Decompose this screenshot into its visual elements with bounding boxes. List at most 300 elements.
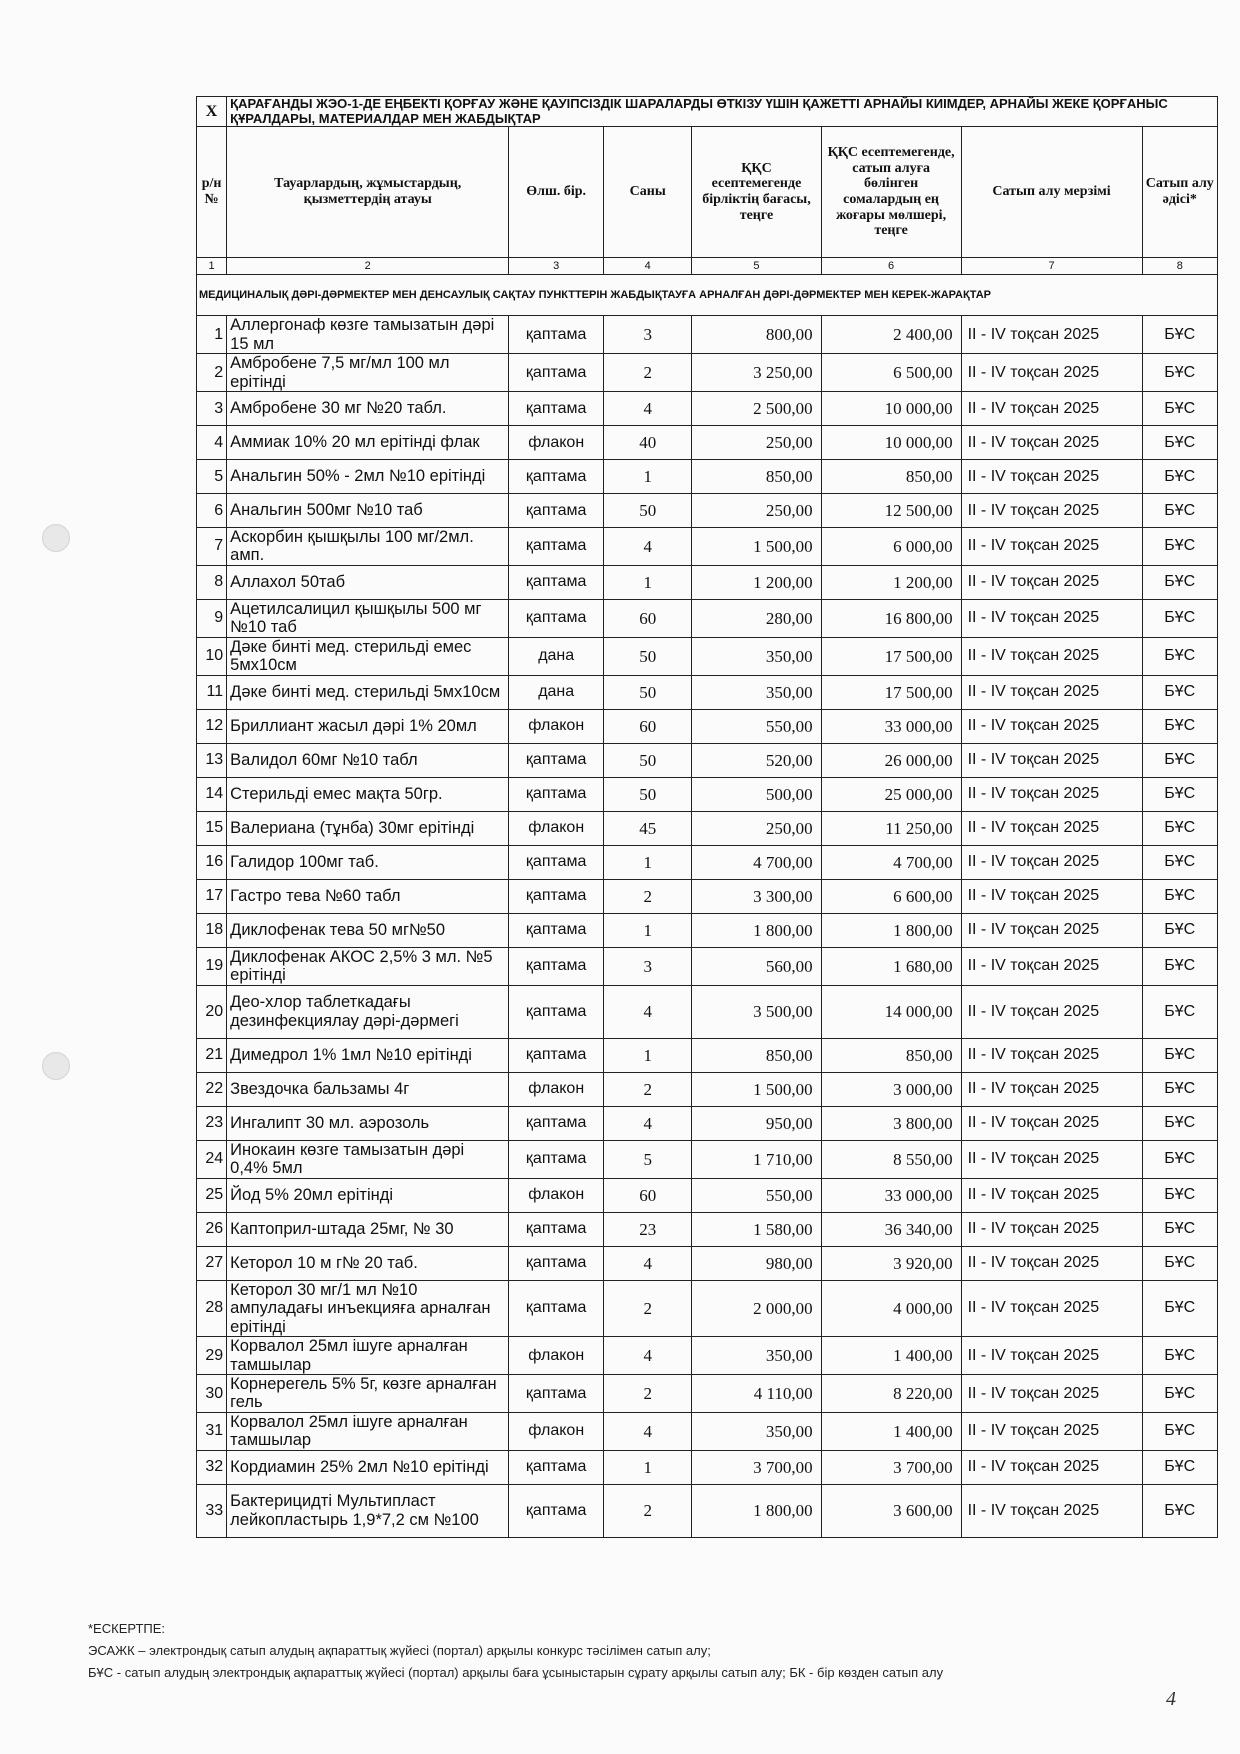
table-row (197, 1484, 1218, 1537)
procurement-period: II - IV тоқсан 2025 (961, 316, 1142, 354)
unit-of-measure: қаптама (509, 354, 604, 392)
procurement-method: БҰС (1142, 1484, 1217, 1537)
column-number: 7 (961, 258, 1142, 275)
procurement-period: II - IV тоқсан 2025 (961, 1280, 1142, 1336)
quantity: 2 (604, 1280, 692, 1336)
quantity: 1 (604, 845, 692, 879)
unit-of-measure: қаптама (509, 1484, 604, 1537)
total-sum: 3 920,00 (821, 1246, 961, 1280)
quantity: 2 (604, 1375, 692, 1413)
quantity: 2 (604, 1072, 692, 1106)
quantity: 2 (604, 354, 692, 392)
procurement-period: II - IV тоқсан 2025 (961, 459, 1142, 493)
procurement-method: БҰС (1142, 985, 1217, 1038)
procurement-period: II - IV тоқсан 2025 (961, 811, 1142, 845)
item-name: Аммиак 10% 20 мл ерітінді флак (227, 425, 509, 459)
item-name: Кордиамин 25% 2мл №10 ерітінді (227, 1450, 509, 1484)
procurement-method: БҰС (1142, 1038, 1217, 1072)
procurement-period: II - IV тоқсан 2025 (961, 879, 1142, 913)
procurement-method: БҰС (1142, 1280, 1217, 1336)
procurement-method: БҰС (1142, 913, 1217, 947)
total-sum: 3 600,00 (821, 1484, 961, 1537)
row-number: 30 (197, 1375, 227, 1413)
procurement-period: II - IV тоқсан 2025 (961, 565, 1142, 599)
row-number: 19 (197, 947, 227, 985)
unit-of-measure: қаптама (509, 845, 604, 879)
column-number: 5 (692, 258, 821, 275)
row-number: 14 (197, 777, 227, 811)
unit-of-measure: қаптама (509, 459, 604, 493)
item-name: Валидол 60мг №10 табл (227, 743, 509, 777)
page-number: 4 (1166, 1688, 1176, 1710)
item-name: Корвалол 25мл ішуге арналған тамшылар (227, 1412, 509, 1450)
item-name: Звездочка бальзамы 4г (227, 1072, 509, 1106)
table-row (197, 709, 1218, 743)
item-name: Димедрол 1% 1мл №10 ерітінді (227, 1038, 509, 1072)
procurement-method: БҰС (1142, 565, 1217, 599)
total-sum: 25 000,00 (821, 777, 961, 811)
quantity: 4 (604, 391, 692, 425)
unit-of-measure: қаптама (509, 1246, 604, 1280)
unit-price: 3 300,00 (692, 879, 821, 913)
unit-of-measure: қаптама (509, 493, 604, 527)
row-number: 8 (197, 565, 227, 599)
procurement-period: II - IV тоқсан 2025 (961, 1375, 1142, 1413)
unit-price: 1 500,00 (692, 1072, 821, 1106)
procurement-period: II - IV тоқсан 2025 (961, 1072, 1142, 1106)
table-row (197, 1450, 1218, 1484)
table-row (197, 1212, 1218, 1246)
row-number: 28 (197, 1280, 227, 1336)
total-sum: 6 600,00 (821, 879, 961, 913)
row-number: 11 (197, 675, 227, 709)
procurement-method: БҰС (1142, 743, 1217, 777)
procurement-period: II - IV тоқсан 2025 (961, 845, 1142, 879)
procurement-method: БҰС (1142, 1072, 1217, 1106)
unit-of-measure: қаптама (509, 985, 604, 1038)
total-sum: 1 400,00 (821, 1337, 961, 1375)
unit-price: 800,00 (692, 316, 821, 354)
row-number: 24 (197, 1140, 227, 1178)
unit-price: 1 500,00 (692, 527, 821, 565)
table-row (197, 1412, 1218, 1450)
procurement-method: БҰС (1142, 459, 1217, 493)
unit-of-measure: қаптама (509, 879, 604, 913)
header-unit: Өлш. бір. (509, 127, 604, 258)
quantity: 4 (604, 985, 692, 1038)
procurement-period: II - IV тоқсан 2025 (961, 985, 1142, 1038)
unit-price: 980,00 (692, 1246, 821, 1280)
unit-price: 250,00 (692, 425, 821, 459)
header-period: Сатып алу мерзімі (961, 127, 1142, 258)
procurement-method: БҰС (1142, 947, 1217, 985)
procurement-method: БҰС (1142, 879, 1217, 913)
total-sum: 33 000,00 (821, 1178, 961, 1212)
total-sum: 850,00 (821, 1038, 961, 1072)
column-number: 4 (604, 258, 692, 275)
procurement-period: II - IV тоқсан 2025 (961, 1140, 1142, 1178)
item-name: Ингалипт 30 мл. аэрозоль (227, 1106, 509, 1140)
unit-of-measure: қаптама (509, 777, 604, 811)
unit-price: 850,00 (692, 459, 821, 493)
quantity: 60 (604, 599, 692, 637)
row-number: 10 (197, 637, 227, 675)
unit-price: 2 000,00 (692, 1280, 821, 1336)
row-number: 26 (197, 1212, 227, 1246)
unit-of-measure: флакон (509, 709, 604, 743)
total-sum: 2 400,00 (821, 316, 961, 354)
table-row (197, 565, 1218, 599)
unit-price: 280,00 (692, 599, 821, 637)
total-sum: 16 800,00 (821, 599, 961, 637)
header-sum: ҚҚС есептемегенде, сатып алуға бөлінген сомалардың ең жоғары мөлшері, теңге (821, 127, 961, 258)
quantity: 4 (604, 1106, 692, 1140)
procurement-method: БҰС (1142, 1246, 1217, 1280)
quantity: 2 (604, 1484, 692, 1537)
item-name: Ацетилсалицил қышқылы 500 мг №10 таб (227, 599, 509, 637)
header-price: ҚҚС есептемегенде бірліктің бағасы, теңге (692, 127, 821, 258)
notes-title: *ЕСКЕРТПЕ: (88, 1621, 166, 1636)
procurement-period: II - IV тоқсан 2025 (961, 1178, 1142, 1212)
item-name: Йод 5% 20мл ерітінді (227, 1178, 509, 1212)
item-name: Стерильді емес мақта 50гр. (227, 777, 509, 811)
table-row (197, 1337, 1218, 1375)
table-row (197, 1140, 1218, 1178)
table-row (197, 811, 1218, 845)
total-sum: 1 800,00 (821, 913, 961, 947)
quantity: 50 (604, 675, 692, 709)
unit-of-measure: қаптама (509, 1375, 604, 1413)
procurement-method: БҰС (1142, 316, 1217, 354)
total-sum: 3 800,00 (821, 1106, 961, 1140)
total-sum: 3 700,00 (821, 1450, 961, 1484)
row-number: 29 (197, 1337, 227, 1375)
procurement-method: БҰС (1142, 1375, 1217, 1413)
quantity: 50 (604, 777, 692, 811)
unit-of-measure: қаптама (509, 1212, 604, 1246)
procurement-period: II - IV тоқсан 2025 (961, 709, 1142, 743)
quantity: 3 (604, 947, 692, 985)
procurement-period: II - IV тоқсан 2025 (961, 354, 1142, 392)
unit-of-measure: қаптама (509, 743, 604, 777)
total-sum: 10 000,00 (821, 391, 961, 425)
quantity: 50 (604, 493, 692, 527)
row-number: 31 (197, 1412, 227, 1450)
unit-price: 1 580,00 (692, 1212, 821, 1246)
unit-of-measure: қаптама (509, 1280, 604, 1336)
procurement-period: II - IV тоқсан 2025 (961, 493, 1142, 527)
table-row (197, 459, 1218, 493)
quantity: 45 (604, 811, 692, 845)
punch-hole-lower (42, 1052, 70, 1080)
unit-price: 3 250,00 (692, 354, 821, 392)
table-row (197, 1178, 1218, 1212)
procurement-method: БҰС (1142, 1212, 1217, 1246)
row-number: 17 (197, 879, 227, 913)
total-sum: 8 550,00 (821, 1140, 961, 1178)
quantity: 1 (604, 459, 692, 493)
unit-price: 520,00 (692, 743, 821, 777)
column-number: 6 (821, 258, 961, 275)
procurement-period: II - IV тоқсан 2025 (961, 1246, 1142, 1280)
row-number: 22 (197, 1072, 227, 1106)
total-sum: 36 340,00 (821, 1212, 961, 1246)
quantity: 4 (604, 1337, 692, 1375)
unit-price: 850,00 (692, 1038, 821, 1072)
table-row (197, 1106, 1218, 1140)
item-name: Диклофенак АКОС 2,5% 3 мл. №5 ерітінді (227, 947, 509, 985)
procurement-method: БҰС (1142, 1178, 1217, 1212)
section-row (197, 97, 1218, 127)
column-number-row (197, 258, 1218, 275)
quantity: 1 (604, 565, 692, 599)
header-name: Тауарлардың, жұмыстардың, қызметтердің атауы (227, 127, 509, 258)
unit-of-measure: қаптама (509, 913, 604, 947)
row-number: 20 (197, 985, 227, 1038)
row-number: 23 (197, 1106, 227, 1140)
procurement-period: II - IV тоқсан 2025 (961, 527, 1142, 565)
row-number: 4 (197, 425, 227, 459)
procurement-period: II - IV тоқсан 2025 (961, 777, 1142, 811)
table-row (197, 637, 1218, 675)
quantity: 23 (604, 1212, 692, 1246)
procurement-method: БҰС (1142, 1106, 1217, 1140)
total-sum: 10 000,00 (821, 425, 961, 459)
total-sum: 1 400,00 (821, 1412, 961, 1450)
row-number: 15 (197, 811, 227, 845)
unit-price: 350,00 (692, 637, 821, 675)
unit-of-measure: қаптама (509, 391, 604, 425)
total-sum: 26 000,00 (821, 743, 961, 777)
unit-price: 1 800,00 (692, 913, 821, 947)
table-row (197, 354, 1218, 392)
item-name: Бриллиант жасыл дәрі 1% 20мл (227, 709, 509, 743)
unit-price: 1 800,00 (692, 1484, 821, 1537)
unit-of-measure: флакон (509, 1178, 604, 1212)
table-row (197, 1246, 1218, 1280)
procurement-method: БҰС (1142, 425, 1217, 459)
unit-price: 350,00 (692, 1412, 821, 1450)
total-sum: 14 000,00 (821, 985, 961, 1038)
section-title: ҚАРАҒАНДЫ ЖЭО-1-ДЕ ЕҢБЕКТІ ҚОРҒАУ ЖӘНЕ ҚАУІПСІЗДІК ШАРАЛАРДЫ ӨТКІЗУ ҮШІН ҚАЖЕТТІ АРНАЙЫ КИІМДЕР, АРНАЙЫ ЖЕКЕ ҚОРҒАНЫС ҚҰРАЛДАРЫ, МАТЕРИАЛДАР МЕН ЖАБДЫҚТАР (227, 97, 1218, 127)
quantity: 50 (604, 743, 692, 777)
unit-of-measure: қаптама (509, 565, 604, 599)
total-sum: 12 500,00 (821, 493, 961, 527)
unit-price: 3 500,00 (692, 985, 821, 1038)
procurement-period: II - IV тоқсан 2025 (961, 1412, 1142, 1450)
footnotes (88, 1618, 1188, 1684)
item-name: Кеторол 10 м г№ 20 таб. (227, 1246, 509, 1280)
row-number: 27 (197, 1246, 227, 1280)
procurement-method: БҰС (1142, 709, 1217, 743)
row-number: 7 (197, 527, 227, 565)
procurement-method: БҰС (1142, 599, 1217, 637)
unit-of-measure: қаптама (509, 947, 604, 985)
unit-of-measure: флакон (509, 1337, 604, 1375)
total-sum: 6 000,00 (821, 527, 961, 565)
item-name: Дәке бинті мед. стерильді емес 5мх10см (227, 637, 509, 675)
row-number: 21 (197, 1038, 227, 1072)
procurement-period: II - IV тоқсан 2025 (961, 743, 1142, 777)
table-row (197, 599, 1218, 637)
unit-price: 4 110,00 (692, 1375, 821, 1413)
section-number: X (197, 97, 227, 127)
column-number: 1 (197, 258, 227, 275)
procurement-method: БҰС (1142, 391, 1217, 425)
quantity: 4 (604, 527, 692, 565)
unit-price: 550,00 (692, 709, 821, 743)
total-sum: 17 500,00 (821, 637, 961, 675)
procurement-period: II - IV тоқсан 2025 (961, 1337, 1142, 1375)
procurement-period: II - IV тоқсан 2025 (961, 1212, 1142, 1246)
item-name: Корнерегель 5% 5г, көзге арналған гель (227, 1375, 509, 1413)
table-row (197, 777, 1218, 811)
unit-price: 950,00 (692, 1106, 821, 1140)
procurement-period: II - IV тоқсан 2025 (961, 391, 1142, 425)
total-sum: 8 220,00 (821, 1375, 961, 1413)
quantity: 4 (604, 1412, 692, 1450)
row-number: 3 (197, 391, 227, 425)
unit-of-measure: дана (509, 675, 604, 709)
row-number: 12 (197, 709, 227, 743)
procurement-period: II - IV тоқсан 2025 (961, 599, 1142, 637)
row-number: 2 (197, 354, 227, 392)
total-sum: 4 000,00 (821, 1280, 961, 1336)
unit-price: 1 200,00 (692, 565, 821, 599)
row-number: 9 (197, 599, 227, 637)
unit-price: 500,00 (692, 777, 821, 811)
procurement-method: БҰС (1142, 845, 1217, 879)
unit-price: 250,00 (692, 811, 821, 845)
table-row (197, 743, 1218, 777)
header-qty: Саны (604, 127, 692, 258)
table-row (197, 493, 1218, 527)
total-sum: 4 700,00 (821, 845, 961, 879)
table-row (197, 1280, 1218, 1336)
procurement-method: БҰС (1142, 1412, 1217, 1450)
table-row (197, 845, 1218, 879)
item-name: Аллергонаф көзге тамызатын дәрі 15 мл (227, 316, 509, 354)
unit-of-measure: қаптама (509, 1106, 604, 1140)
total-sum: 1 200,00 (821, 565, 961, 599)
procurement-method: БҰС (1142, 354, 1217, 392)
procurement-period: II - IV тоқсан 2025 (961, 1450, 1142, 1484)
table-row (197, 1038, 1218, 1072)
item-name: Диклофенак тева 50 мг№50 (227, 913, 509, 947)
procurement-period: II - IV тоқсан 2025 (961, 1106, 1142, 1140)
column-number: 3 (509, 258, 604, 275)
item-name: Каптоприл-штада 25мг, № 30 (227, 1212, 509, 1246)
total-sum: 3 000,00 (821, 1072, 961, 1106)
category-title: МЕДИЦИНАЛЫҚ ДӘРІ-ДӘРМЕКТЕР МЕН ДЕНСАУЛЫҚ САҚТАУ ПУНКТТЕРІН ЖАБДЫҚТАУҒА АРНАЛҒАН ДӘРІ-ДӘРМЕКТЕР МЕН КЕРЕК-ЖАРАҚТАР (197, 275, 1218, 316)
procurement-table (196, 96, 1218, 1538)
row-number: 1 (197, 316, 227, 354)
notes-line-bus: БҰС - сатып алудың электрондық ақпараттық жүйесі (портал) арқылы баға ұсыныстарын сұрату арқылы сатып алу; БК - бір көзден сатып алу (88, 1665, 944, 1680)
notes-line-esazhk: ЭСАЖК – электрондық сатып алудың ақпараттық жүйесі (портал) арқылы конкурс тәсілімен сатып алу; (88, 1643, 711, 1658)
unit-of-measure: қаптама (509, 599, 604, 637)
item-name: Гастро тева №60 табл (227, 879, 509, 913)
row-number: 6 (197, 493, 227, 527)
quantity: 1 (604, 1038, 692, 1072)
row-number: 18 (197, 913, 227, 947)
procurement-method: БҰС (1142, 1337, 1217, 1375)
table-row (197, 675, 1218, 709)
table-row (197, 1072, 1218, 1106)
unit-price: 3 700,00 (692, 1450, 821, 1484)
procurement-period: II - IV тоқсан 2025 (961, 425, 1142, 459)
header-num: р/н № (197, 127, 227, 258)
row-number: 5 (197, 459, 227, 493)
item-name: Галидор 100мг таб. (227, 845, 509, 879)
item-name: Део-хлор таблеткадағы дезинфекциялау дәрі-дәрмегі (227, 985, 509, 1038)
row-number: 16 (197, 845, 227, 879)
table-row (197, 985, 1218, 1038)
table-row (197, 527, 1218, 565)
unit-price: 1 710,00 (692, 1140, 821, 1178)
category-row (197, 275, 1218, 316)
total-sum: 850,00 (821, 459, 961, 493)
unit-of-measure: флакон (509, 425, 604, 459)
unit-of-measure: флакон (509, 811, 604, 845)
procurement-period: II - IV тоқсан 2025 (961, 675, 1142, 709)
item-name: Бактерицидті Мультипласт лейкопластырь 1,9*7,2 см №100 (227, 1484, 509, 1537)
total-sum: 33 000,00 (821, 709, 961, 743)
table-row (197, 1375, 1218, 1413)
quantity: 60 (604, 709, 692, 743)
quantity: 4 (604, 1246, 692, 1280)
total-sum: 6 500,00 (821, 354, 961, 392)
item-name: Инокаин көзге тамызатын дәрі 0,4% 5мл (227, 1140, 509, 1178)
procurement-method: БҰС (1142, 675, 1217, 709)
procurement-period: II - IV тоқсан 2025 (961, 637, 1142, 675)
column-number: 8 (1142, 258, 1217, 275)
quantity: 3 (604, 316, 692, 354)
row-number: 33 (197, 1484, 227, 1537)
table-row (197, 316, 1218, 354)
unit-price: 4 700,00 (692, 845, 821, 879)
unit-of-measure: қаптама (509, 1038, 604, 1072)
unit-price: 350,00 (692, 1337, 821, 1375)
quantity: 50 (604, 637, 692, 675)
item-name: Анальгин 50% - 2мл №10 ерітінді (227, 459, 509, 493)
column-number: 2 (227, 258, 509, 275)
table-row (197, 425, 1218, 459)
unit-price: 2 500,00 (692, 391, 821, 425)
row-number: 25 (197, 1178, 227, 1212)
quantity: 40 (604, 425, 692, 459)
procurement-period: II - IV тоқсан 2025 (961, 1038, 1142, 1072)
procurement-method: БҰС (1142, 811, 1217, 845)
total-sum: 1 680,00 (821, 947, 961, 985)
unit-price: 350,00 (692, 675, 821, 709)
unit-of-measure: қаптама (509, 316, 604, 354)
unit-of-measure: қаптама (509, 1450, 604, 1484)
procurement-period: II - IV тоқсан 2025 (961, 947, 1142, 985)
quantity: 5 (604, 1140, 692, 1178)
procurement-method: БҰС (1142, 1140, 1217, 1178)
item-name: Корвалол 25мл ішуге арналған тамшылар (227, 1337, 509, 1375)
item-name: Кеторол 30 мг/1 мл №10 ампуладағы инъекцияға арналған ерітінді (227, 1280, 509, 1336)
procurement-method: БҰС (1142, 493, 1217, 527)
quantity: 60 (604, 1178, 692, 1212)
header-method: Сатып алу әдісі* (1142, 127, 1217, 258)
header-row (197, 127, 1218, 258)
quantity: 1 (604, 1450, 692, 1484)
item-name: Валериана (тұнба) 30мг ерітінді (227, 811, 509, 845)
table-row (197, 947, 1218, 985)
procurement-method: БҰС (1142, 777, 1217, 811)
unit-price: 560,00 (692, 947, 821, 985)
